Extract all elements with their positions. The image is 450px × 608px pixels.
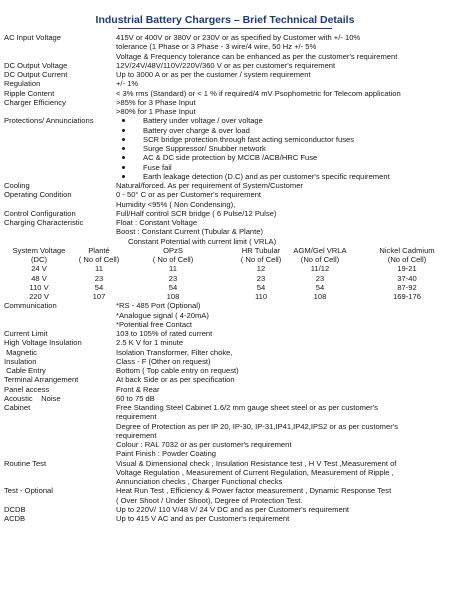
spec-value: Paint Finish : Powder Coating <box>116 449 217 459</box>
spec-label: Protections/ Annunciations <box>4 116 94 126</box>
table-cell: 54 <box>315 282 325 292</box>
spec-value: Heat Run Test , Efficiency & Power factor measurement , Dynamic Response Test <box>116 486 392 496</box>
spec-label: Charging Characteristic <box>4 218 84 227</box>
spec-row-continued <box>0 422 450 431</box>
spec-value: Visual & Dimensional check , Insulation Resistance test , H V Test ,Measurement of <box>116 458 397 468</box>
spec-value: >85% for 3 Phase Input <box>116 97 196 107</box>
table-cell: 19-21 <box>397 264 417 274</box>
spec-value: Up to 415 V AC and as per Customer's requirement <box>116 514 290 523</box>
spec-row-continued <box>0 107 450 116</box>
spec-row-ripple <box>0 89 450 98</box>
table-header: HR Tubular <box>241 245 281 255</box>
spec-value: Up to 220V/ 110 V/48 V/ 24 V DC and as per Customer's requirement <box>116 504 350 514</box>
spec-label: Test - Optional <box>4 486 53 496</box>
spec-row-insulation <box>0 357 450 366</box>
spec-row-efficiency <box>0 98 450 107</box>
spec-row-charging <box>0 218 450 227</box>
spec-row-cabinet <box>0 403 450 412</box>
spec-row-continued <box>0 144 450 153</box>
spec-value: Full/Half control SCR bridge ( 6 Pulse/12 Pulse) <box>116 208 277 218</box>
title-underline <box>118 28 332 29</box>
table-header: (No of Cell) <box>300 255 340 264</box>
spec-value: Humidity <95% ( Non Condensing), <box>116 199 236 209</box>
table-cell: 11 <box>95 264 103 274</box>
spec-value: Class - F (Other on request) <box>116 356 211 366</box>
table-row <box>0 283 450 292</box>
spec-row-continued <box>0 468 450 477</box>
spec-row-continued <box>0 440 450 449</box>
table-cell: 107 <box>92 292 106 301</box>
table-cell: 23 <box>315 273 325 283</box>
spec-row-routine-test <box>0 459 450 468</box>
spec-rows <box>0 33 450 523</box>
spec-row-current-limit <box>0 329 450 338</box>
spec-row-continued <box>0 320 450 329</box>
cells-table-header <box>0 246 450 255</box>
page-title: Industrial Battery Chargers – Brief Technical Details <box>95 14 355 26</box>
bullet-text: Fuse fail <box>143 162 172 172</box>
spec-row-acoustic <box>0 394 450 403</box>
table-cell: 87-92 <box>397 282 417 292</box>
spec-row-cooling <box>0 181 450 190</box>
spec-label: Regulation <box>4 79 41 89</box>
spec-row-continued <box>0 172 450 181</box>
spec-row-communication <box>0 301 450 310</box>
spec-label: ACDB <box>4 514 26 523</box>
bullet-text: Battery over charge & over load <box>143 125 250 135</box>
bullet-text: Surge Suppressor/ Snubber network <box>143 144 266 153</box>
spec-label: High Voltage Insulation <box>4 338 82 348</box>
table-cell: 11/12 <box>310 264 330 274</box>
spec-value: Voltage Regulation , Measurement of Current Regulation, Measurement of Ripple , <box>116 467 394 477</box>
spec-value: Colour : RAL 7032 or as per customer's requirement <box>116 440 292 449</box>
table-cell: 23 <box>94 273 104 283</box>
cells-table-header <box>0 255 450 264</box>
spec-label: DC Output Voltage <box>4 60 68 70</box>
spec-value: Isolation Transformer, Filter choke, <box>116 347 233 357</box>
bullet-text: Earth leakage detection (D.C) and as per customer's specific requirement <box>143 171 390 181</box>
spec-row-continued <box>0 431 450 440</box>
table-cell: 37-40 <box>397 273 417 283</box>
spec-value: At back Side or as per specification <box>116 375 235 385</box>
spec-row-input-voltage <box>0 33 450 42</box>
table-header: OPzS <box>163 245 183 255</box>
spec-label: Current Limit <box>4 329 48 338</box>
spec-label: Panel access <box>4 384 50 394</box>
spec-label: Charger Efficiency <box>4 97 66 107</box>
spec-row-continued <box>0 153 450 162</box>
spec-value: Front & Rear <box>116 384 160 394</box>
table-cell: 23 <box>256 273 266 283</box>
table-row <box>0 274 450 283</box>
table-cell: 54 <box>94 282 104 292</box>
spec-row-output-current <box>0 70 450 79</box>
spec-label: Cable Entry <box>4 366 46 375</box>
spec-value: Float : Constant Voltage <box>116 218 198 227</box>
table-header: System Voltage <box>12 245 66 255</box>
spec-row-continued <box>0 52 450 61</box>
spec-value: Natural/forced. As per requirement of System/Customer <box>116 181 303 190</box>
bullet-text: AC & DC side protection by MCCB /ACB/HRC Fuse <box>143 153 318 163</box>
bullet-text: SCR bridge protection through fast acting semiconductor fuses <box>143 134 355 144</box>
table-cell: 48 V <box>31 273 47 283</box>
spec-row-continued <box>0 200 450 209</box>
table-header: (No of Cell) <box>387 255 427 264</box>
spec-value: Voltage & Frequency tolerance can be enhanced as per the customer's requirement <box>116 51 398 61</box>
spec-label: Control Configuration <box>4 208 76 218</box>
spec-row-output-voltage <box>0 61 450 70</box>
spec-label: Acoustic Noise <box>4 393 61 403</box>
spec-row-continued <box>0 449 450 458</box>
spec-value: ( Over Shoot / Under Shoot), Degree of Protection Test. <box>116 495 303 505</box>
spec-row-continued <box>0 126 450 135</box>
table-header: ( No of Cell) <box>240 255 282 264</box>
table-row <box>0 292 450 301</box>
table-header: AGM/Gel VRLA <box>293 245 347 255</box>
spec-label: Terminal Arrangement <box>4 375 79 385</box>
spec-row-test-optional <box>0 486 450 495</box>
spec-value: 415V or 400V or 380V or 230V or as specified by Customer with +/- 10% <box>116 33 361 42</box>
spec-value: < 3% rms (Standard) or < 1 % if required/4 mV Psophometric for Telecom application <box>116 88 401 98</box>
spec-value: Constant Potential with current limit ( VRLA) <box>128 236 277 246</box>
table-cell: 110 <box>254 292 268 301</box>
spec-label: Ripple Content <box>4 88 55 98</box>
table-cell: 54 <box>256 282 266 292</box>
spec-row-continued <box>0 135 450 144</box>
table-cell: 220 V <box>29 292 49 301</box>
spec-row-terminal <box>0 375 450 384</box>
spec-row-continued <box>0 412 450 421</box>
table-row <box>0 264 450 273</box>
spec-value: 103 to 105% of rated current <box>116 329 213 338</box>
spec-value: Free Standing Steel Cabinet 1.6/2 mm gauge sheet steel or as per customer's <box>116 403 378 412</box>
spec-value: 2.5 K V for 1 minute <box>116 338 184 348</box>
spec-row-magnetic <box>0 348 450 357</box>
spec-label: Magnetic <box>4 347 37 357</box>
table-cell: 54 <box>168 282 178 292</box>
table-header: Nickel Cadmium <box>379 245 435 255</box>
table-cell: 23 <box>168 273 178 283</box>
spec-row-protections <box>0 116 450 125</box>
spec-label: Cooling <box>4 181 30 190</box>
spec-label: AC Input Voltage <box>4 33 61 42</box>
bullet-text: Battery under voltage / over voltage <box>143 116 263 126</box>
spec-row-operating <box>0 190 450 199</box>
table-header: Planté <box>88 245 110 255</box>
spec-row-continued <box>0 163 450 172</box>
table-header: (DC) <box>30 255 48 264</box>
table-cell: 108 <box>313 292 327 301</box>
spec-label: DC Output Current <box>4 70 68 79</box>
spec-row-continued <box>0 227 450 236</box>
table-cell: 12 <box>256 264 266 274</box>
spec-label: Insulation <box>4 356 37 366</box>
spec-value: 12V/24V/48V/110V/220V/360 V or as per customer's requirement <box>116 60 336 70</box>
spec-label: Communication <box>4 301 57 311</box>
table-header: ( No of Cell) <box>78 255 120 264</box>
spec-row-continued <box>0 311 450 320</box>
spec-row-continued <box>0 496 450 505</box>
spec-row-cable-entry <box>0 366 450 375</box>
spec-row-regulation <box>0 79 450 88</box>
spec-value: Bottom ( Top cable entry on request) <box>116 366 239 375</box>
spec-value: Annunciation checks , Charger Functional checks <box>116 477 283 486</box>
spec-value: requirement <box>116 430 157 440</box>
spec-row-continued <box>0 237 450 246</box>
spec-value: *Potential free Contact <box>116 319 192 329</box>
table-header: ( No of Cell) <box>152 255 194 264</box>
spec-value: Up to 3000 A or as per the customer / system requirement <box>116 70 311 79</box>
spec-label: Cabinet <box>4 403 31 412</box>
spec-value: Boost : Constant Current (Tubular & Plante) <box>116 227 264 237</box>
spec-value: 0 - 50° C or as per Customer's requirement <box>116 190 262 200</box>
spec-value: 60 to 75 dB <box>116 393 155 403</box>
table-cell: 110 V <box>29 282 49 292</box>
spec-row-acdb <box>0 514 450 523</box>
spec-label: Routine Test <box>4 458 47 468</box>
spec-value: requirement <box>116 412 157 422</box>
spec-row-dcdb <box>0 505 450 514</box>
spec-value: Degree of Protection as per IP 20, IP-30, IP-31,IP41,IP42,IPS2 or as per customer's <box>116 421 399 431</box>
spec-value: *Analogue signal ( 4-20mA) <box>116 310 209 320</box>
table-cell: 24 V <box>31 264 47 274</box>
table-cell: 108 <box>166 292 180 301</box>
spec-value: *RS - 485 Port (Optional) <box>116 301 201 311</box>
spec-label: DCDB <box>4 504 26 514</box>
table-cell: 11 <box>169 264 177 274</box>
table-cell: 169-176 <box>393 292 421 301</box>
spec-row-continued <box>0 42 450 51</box>
spec-value: tolerance (1 Phase or 3 Phase - 3 wire/4 wire, 50 Hz +/- 5% <box>116 42 317 52</box>
spec-label: Operating Condition <box>4 190 72 200</box>
spec-row-hv-insulation <box>0 338 450 347</box>
spec-row-panel-access <box>0 385 450 394</box>
spec-row-control <box>0 209 450 218</box>
spec-row-continued <box>0 477 450 486</box>
spec-value: +/- 1% <box>116 79 139 89</box>
spec-value: >80% for 1 Phase Input <box>116 107 196 116</box>
